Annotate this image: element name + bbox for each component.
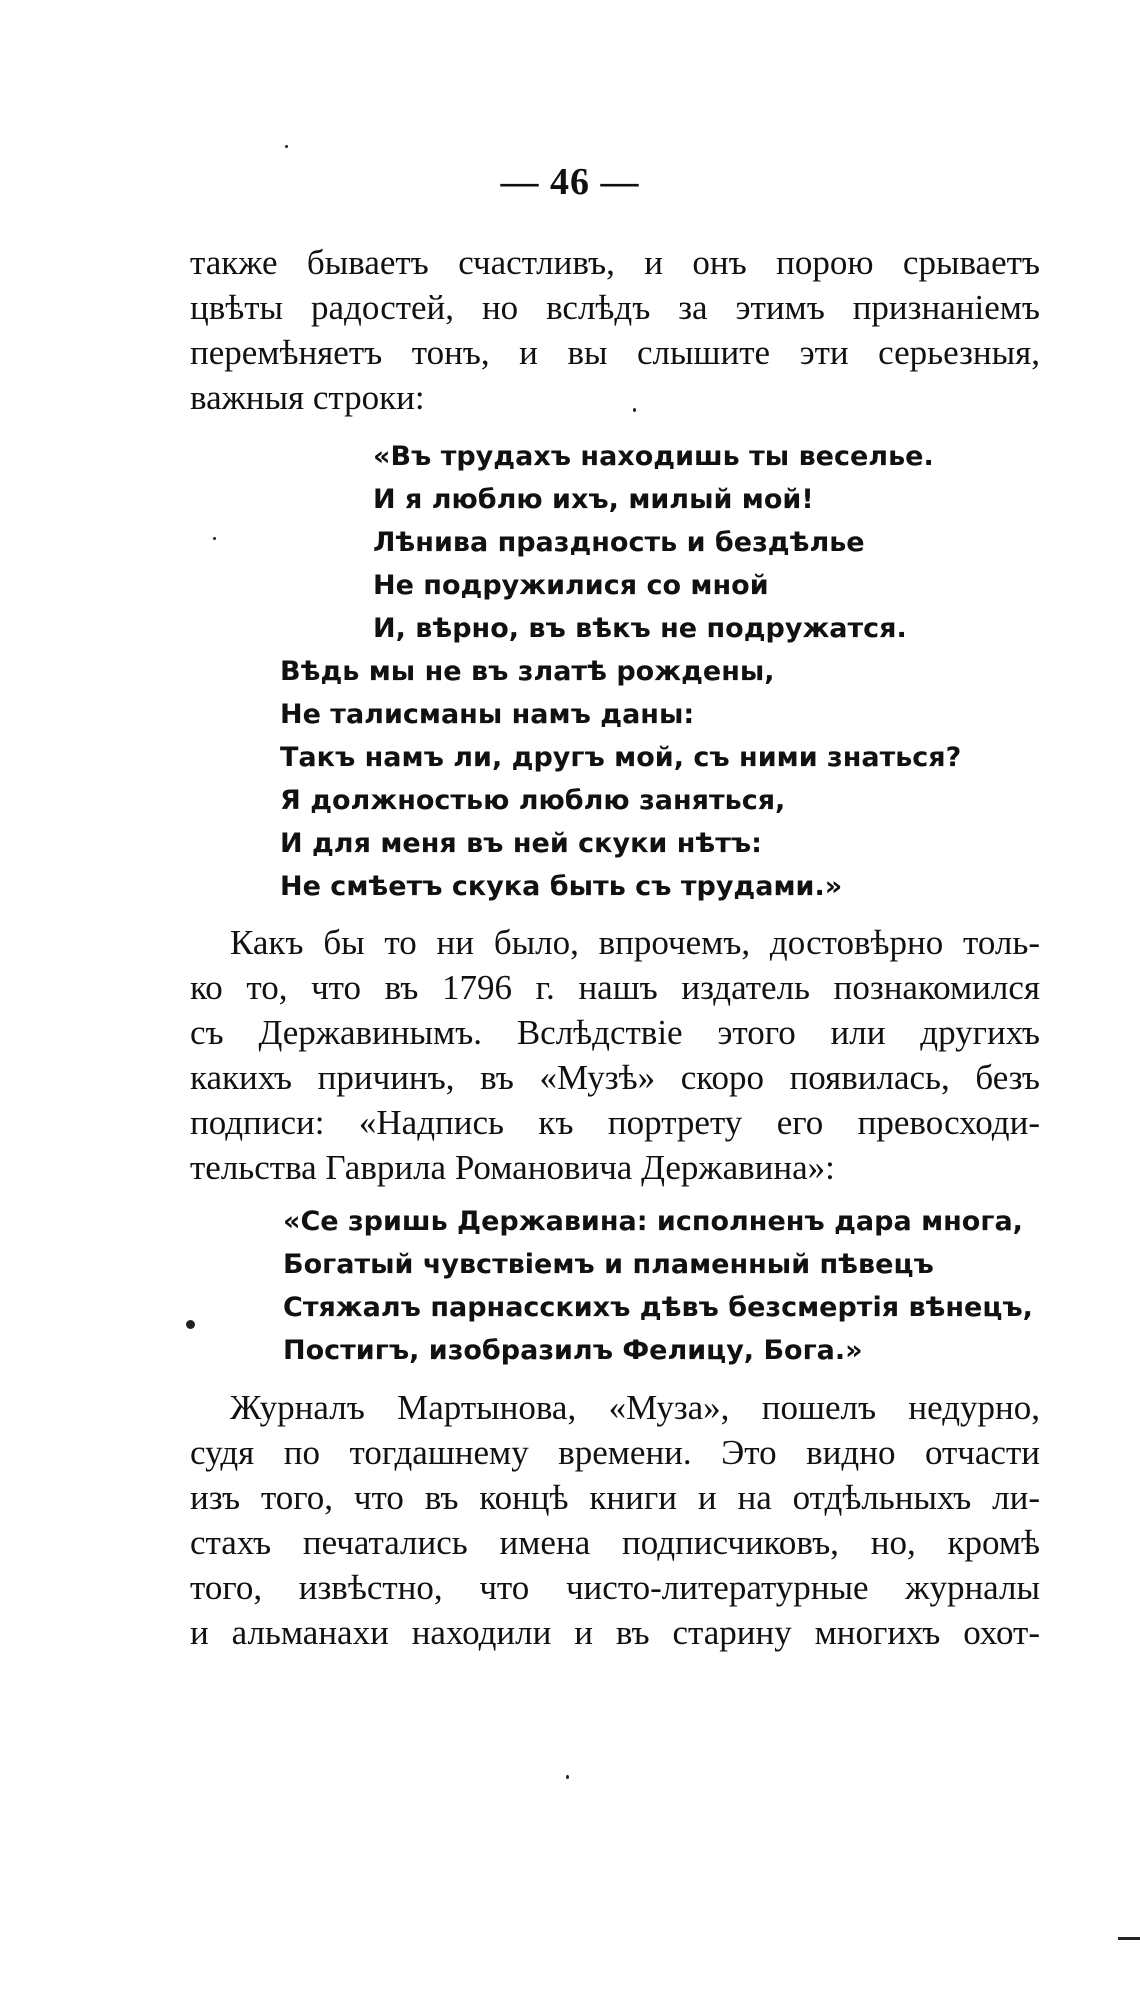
scan-speck (566, 1775, 569, 1779)
text-line: цвѣты радостей, но вслѣдъ за этимъ признанiемъ (190, 288, 1040, 327)
text-line: изъ того, что въ концѣ книги и на отдѣльныхъ ли- (190, 1478, 1040, 1517)
verse-line: «Се зришь Державина: исполненъ дара многа, (283, 1206, 1023, 1237)
verse-line: Не смѣетъ скука быть съ трудами.» (280, 871, 843, 902)
scan-speck (213, 537, 216, 540)
verse-line: И я люблю ихъ, милый мой! (373, 484, 814, 515)
scan-speck (186, 1320, 195, 1329)
poem-2 (283, 1200, 1033, 1372)
paragraph-2 (190, 920, 1040, 1190)
verse-line: Лѣнива праздность и бездѣлье (373, 527, 865, 558)
scan-edge-mark (1118, 1937, 1140, 1940)
text-line: того, извѣстно, что чисто-литературные журналы (190, 1568, 1040, 1607)
verse-line: И для меня въ ней скуки нѣтъ: (280, 828, 762, 859)
text-line: и альманахи находили и въ старину многихъ охот- (190, 1613, 1040, 1652)
text-line: подписи: «Надпись къ портрету его превосходи- (190, 1103, 1040, 1142)
text-line: важныя строки: (190, 378, 425, 417)
verse-line: Вѣдь мы не въ златѣ рождены, (280, 656, 775, 687)
paragraph-3 (190, 1385, 1040, 1655)
verse-line: Не подружилися со мной (373, 570, 769, 601)
verse-line: Богатый чувствiемъ и пламенный пѣвецъ (283, 1249, 934, 1280)
paragraph-1 (190, 240, 1040, 420)
text-line: судя по тогдашнему времени. Это видно отчасти (190, 1433, 1040, 1472)
text-line: Какъ бы то ни было, впрочемъ, достовѣрно толь- (230, 923, 1040, 962)
verse-line: Я должностью люблю заняться, (280, 785, 786, 816)
text-line: стахъ печатались имена подписчиковъ, но, кромѣ (190, 1523, 1040, 1562)
text-line: съ Державинымъ. Вслѣдствiе этого или другихъ (190, 1013, 1040, 1052)
verse-line: Постигъ, изобразилъ Фелицу, Бога.» (283, 1335, 863, 1366)
text-line: перемѣняетъ тонъ, и вы слышите эти серьезныя, (190, 333, 1040, 372)
verse-line: Стяжалъ парнасскихъ дѣвъ безсмертiя вѣнецъ, (283, 1292, 1033, 1323)
verse-line: Не талисманы намъ даны: (280, 699, 695, 730)
poem-1 (280, 435, 961, 908)
verse-line: Такъ намъ ли, другъ мой, съ ними знаться? (280, 742, 962, 773)
scan-speck (633, 408, 636, 412)
text-line: тельства Гаврила Романовича Державина»: (190, 1148, 835, 1187)
text-line: также бываетъ счастливъ, и онъ порою срываетъ (190, 243, 1040, 282)
page-number: — 46 — (500, 161, 640, 203)
scan-speck (285, 145, 288, 148)
verse-line: «Въ трудахъ находишь ты веселье. (373, 441, 934, 472)
text-line: Журналъ Мартынова, «Муза», пошелъ недурно, (230, 1388, 1040, 1427)
text-line: ко то, что въ 1796 г. нашъ издатель познакомился (190, 968, 1040, 1007)
text-line: какихъ причинъ, въ «Музѣ» скоро появилась, безъ (190, 1058, 1040, 1097)
verse-line: И, вѣрно, въ вѣкъ не подружатся. (373, 613, 907, 644)
